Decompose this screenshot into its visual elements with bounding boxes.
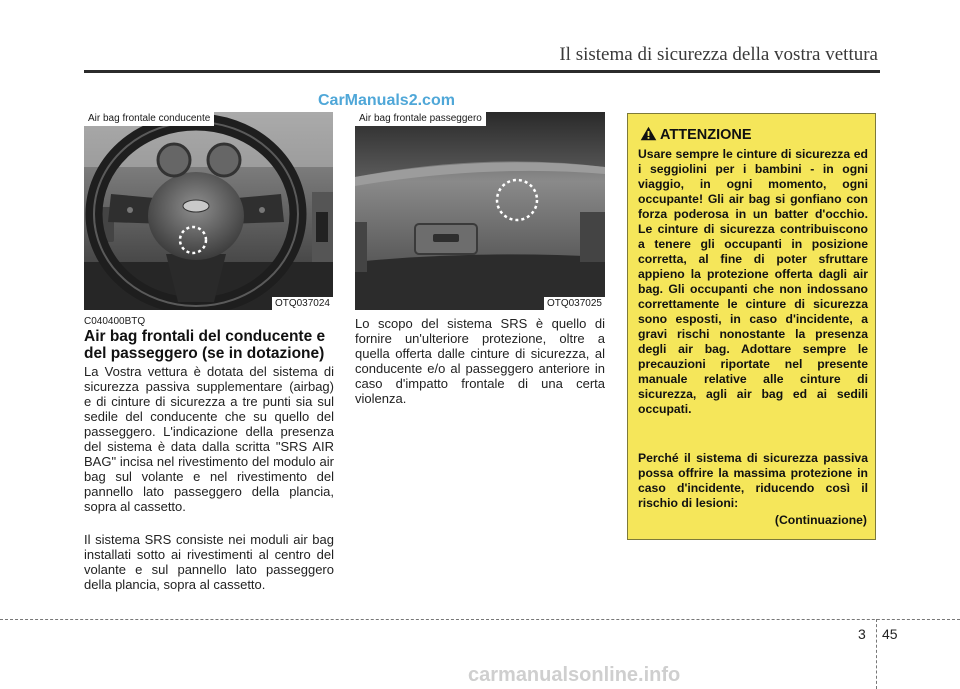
driver-airbag-photo [84, 112, 333, 310]
warning-title-text: ATTENZIONE [660, 127, 752, 143]
dashboard-illustration [355, 112, 605, 310]
watermark-bottom: carmanualsonline.info [468, 664, 681, 686]
page-number: 45 [882, 626, 898, 642]
warning-triangle-icon [640, 126, 657, 141]
warning-paragraph: Usare sempre le cinture di sicurezza ed i seggiolini per i bambini - in ogni viaggio, in ogni momento, ogni occupante! Gli air bag si gonfiano con forza poderosa in un batter d'occhio. Le cinture di sicurezza contribuiscono a tenere gli occupanti in posizione corretta, al fine di poter sfruttare appieno la protezione offerta dagli air bag. Gli occupanti che non indossano correttamente le cinture di sicurezza sono esposti, in caso d'incidente, a gravi rischi nonostante la presenza degli air bag. Adottare sempre le precauzioni riportate nel presente manuale relative alle cinture di sicurezza, agli air bag ed ai sedili occupati. [638, 147, 868, 416]
photo-caption: Air bag frontale passeggero [355, 112, 486, 126]
passenger-airbag-photo [355, 112, 605, 310]
chapter-title: Il sistema di sicurezza della vostra vettura [559, 44, 878, 65]
photo-code: OTQ037024 [272, 297, 333, 310]
header-rule [84, 70, 880, 73]
steering-wheel-illustration [84, 112, 333, 310]
warning-box [627, 113, 876, 540]
chapter-number: 3 [858, 626, 866, 642]
section-code: C040400BTQ [84, 316, 146, 327]
watermark-top: CarManuals2.com [318, 92, 455, 109]
body-paragraph: Il sistema SRS consiste nei moduli air bag installati sotto ai rivestimenti al centro del volante e sul pannello lato passeggero della plancia, sopra al cassetto. [84, 532, 334, 592]
photo-code: OTQ037025 [544, 297, 605, 310]
footer-rule [0, 619, 960, 620]
continued-label: (Continuazione) [774, 513, 867, 527]
photo-caption: Air bag frontale conducente [84, 112, 214, 126]
section-heading: Air bag frontali del conducente e del passeggero (se in dotazione) [84, 328, 326, 362]
body-paragraph: La Vostra vettura è dotata del sistema di sicurezza passiva supplementare (airbag) e di cinture di sicurezza a tre punti sia sul sedile del conducente che su quello del passeggero. L'indicazione della presenza del sistema è data dalla scritta "SRS AIR BAG" incisa nel rivestimento del modulo air bag sul volante e nel rivestimento del pannello lato passeggero della plancia, sopra al cassetto. [84, 364, 334, 514]
body-paragraph: Lo scopo del sistema SRS è quello di fornire un'ulteriore protezione, oltre a quella offerta dalle cinture di sicurezza, al conducente e/o al passeggero anteriore in caso d'impatto frontale di una certa violenza. [355, 316, 605, 406]
warning-title [640, 126, 752, 143]
footer-divider [876, 619, 877, 689]
warning-paragraph: Perché il sistema di sicurezza passiva possa offrire la massima protezione in caso d'incidente, riducendo così il rischio di lesioni: [638, 451, 868, 510]
